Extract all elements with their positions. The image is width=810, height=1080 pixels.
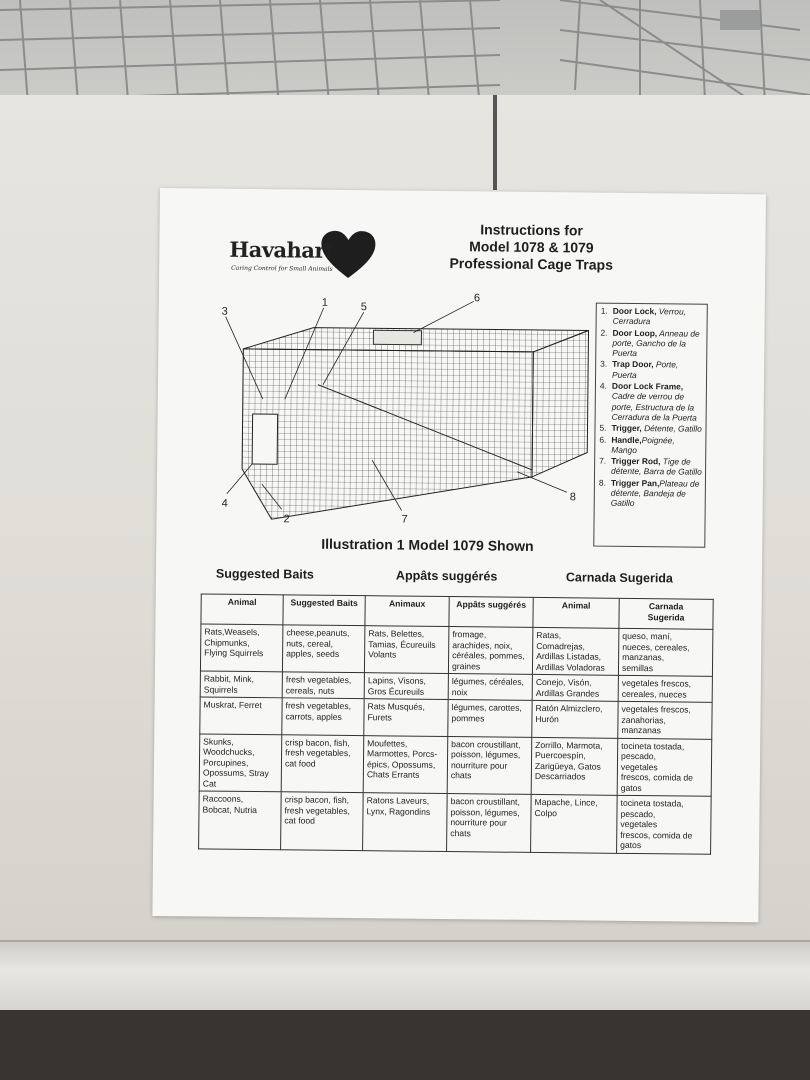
legend-term: Handle,	[611, 434, 642, 445]
floor	[0, 1010, 810, 1080]
illustration-caption: Illustration 1 Model 1079 Shown	[321, 535, 534, 554]
legend-item	[600, 359, 703, 381]
callout-5: 5	[360, 301, 367, 314]
legend-term: Trap Door,	[612, 359, 654, 370]
title-line-3: Professional Cage Traps	[449, 255, 614, 273]
callout-2: 2	[283, 513, 290, 526]
table-seam	[493, 95, 497, 190]
table-cell: Ratons Laveurs, Lynx, Ragondins	[363, 793, 448, 851]
legend-number: 8.	[598, 477, 606, 488]
legend-item	[599, 477, 702, 509]
legend-item	[601, 306, 704, 328]
column-header: Animal	[533, 597, 619, 628]
legend-translation: Détente, Gatillo	[641, 423, 702, 434]
table-cell: Lapins, Visons, Gros Écureuils	[364, 673, 448, 700]
column-header: Suggested Baits	[283, 595, 365, 626]
title-line-1: Instructions for	[480, 221, 583, 239]
legend-item	[600, 381, 703, 423]
legend-translation: Verrou, Cerradura	[612, 306, 687, 327]
table-cell: Rats Musqués, Furets	[364, 699, 448, 736]
table-cell: vegetales frescos, cereales, nueces	[618, 675, 712, 702]
bait-table	[198, 593, 714, 854]
table-cell: Raccoons, Bobcat, Nutria	[199, 791, 282, 849]
table-cell: queso, maní, nueces, cereales, manzanas, semillas	[618, 628, 712, 676]
column-header: Appâts suggérés	[449, 597, 533, 628]
table-cell: crisp bacon, fish, fresh vegetables, cat food	[281, 734, 364, 792]
table-cell: Skunks, Woodchucks, Porcupines, Opossums, Stray Cat	[199, 733, 282, 791]
legend-text	[611, 456, 702, 478]
legend-number: 1.	[600, 305, 608, 316]
table-cell: légumes, céréales, noix	[448, 674, 532, 701]
table-cell: Muskrat, Ferret	[200, 697, 282, 734]
table-cell: tocineta tostada, pescado, vegetales frescos, comida de gatos	[617, 795, 712, 853]
table-cell: Mapache, Lince, Colpo	[531, 794, 618, 852]
legend-number: 4.	[599, 380, 608, 391]
table-cell: tocineta tostada, pescado, vegetales frescos, comida de gatos	[617, 738, 712, 796]
legend-term: Door Lock,	[612, 305, 657, 317]
table-cell: vegetales frescos, zanahorias, manzanas	[618, 701, 712, 738]
legend-translation: Poignée, Mango	[611, 434, 675, 455]
table-row	[199, 791, 712, 854]
baits-heading-es: Carnada Sugerida	[565, 570, 673, 586]
havahart-logo	[229, 229, 390, 286]
callout-8: 8	[569, 491, 576, 504]
cage-trap-illustration	[211, 289, 593, 533]
legend-text	[612, 327, 703, 359]
legend-translation: Porte, Puerta	[612, 359, 679, 380]
legend-item	[599, 423, 702, 434]
table-cell: légumes, carottes, pommes	[448, 700, 532, 737]
table-cell: fresh vegetables, carrots, apples	[282, 698, 364, 735]
legend-number: 3.	[600, 359, 608, 370]
legend-text	[612, 359, 703, 381]
table-cell: crisp bacon, fish, fresh vegetables, cat food	[281, 792, 364, 850]
legend-term: Door Lock Frame,	[611, 380, 684, 392]
callout-6: 6	[473, 292, 481, 305]
legend-text	[612, 381, 703, 423]
legend-number: 6.	[599, 434, 607, 445]
table-row	[199, 733, 712, 796]
baits-heading-en: Suggested Baits	[215, 566, 314, 582]
table-cell: bacon croustillant, poisson, légumes, nourriture pour chats	[447, 794, 532, 852]
table-cell: Zorrillo, Marmota, Puercoespín, Zarigüeya, Gatos Descarriados	[531, 737, 618, 795]
column-header: Animaux	[365, 596, 449, 627]
logo-wordmark: Havahart	[229, 236, 335, 263]
logo-tagline: Caring Control for Small Animals	[231, 264, 333, 273]
table-cell: fromage, arachides, noix, céréales, pommes, graines	[448, 627, 532, 675]
legend-text	[613, 306, 704, 328]
legend-text	[611, 423, 701, 434]
legend-text	[611, 477, 702, 509]
table-cell: Moufettes, Marmottes, Porcs- épics, Opossums, Chats Errants	[363, 735, 448, 793]
column-header: Animal	[201, 594, 283, 625]
legend-number: 7.	[599, 455, 607, 466]
parts-legend	[593, 303, 708, 548]
table-cell: Rats, Belettes, Tamias, Écureuils Volants	[364, 626, 448, 674]
table-cell: bacon croustillant, poisson, légumes, nourriture pour chats	[447, 736, 532, 794]
legend-term: Door Loop,	[612, 327, 658, 338]
table-edge	[0, 940, 810, 1012]
page-title	[431, 221, 632, 274]
baits-headings	[216, 567, 716, 590]
column-header: Carnada Sugerida	[619, 598, 713, 629]
legend-term: Trigger Rod,	[611, 455, 661, 467]
legend-translation: Plateau de détente, Bandeja de Gatillo	[610, 477, 700, 509]
legend-number: 5.	[599, 422, 607, 433]
baits-heading-fr: Appâts suggérés	[395, 568, 498, 584]
table-cell: Rats,Weasels, Chipmunks, Flying Squirrels	[200, 624, 282, 672]
legend-text	[611, 434, 702, 456]
legend-number: 2.	[600, 327, 608, 338]
legend-translation: Cadre de verrou de porte, Estructura de la Cerradura de la Puerta	[611, 391, 697, 423]
callout-7: 7	[401, 513, 408, 526]
legend-item	[599, 456, 702, 478]
table-cell: Ratas, Comadrejas, Ardillas Listadas, Ardillas Voladoras	[532, 627, 618, 675]
table-row	[200, 697, 712, 739]
table-cell: Ratón Almizclero, Hurón	[532, 700, 618, 737]
table-cell: cheese,peanuts, nuts, cereal, apples, seeds	[282, 625, 364, 673]
callout-3: 3	[221, 305, 228, 318]
table-cell: Rabbit, Mink, Squirrels	[200, 671, 282, 698]
legend-item	[599, 434, 702, 456]
instruction-sheet	[152, 188, 766, 922]
legend-term: Trigger Pan,	[610, 477, 660, 488]
legend-translation: Anneau de porte, Gancho de la Puerta	[612, 327, 700, 359]
legend-term: Trigger,	[611, 423, 642, 434]
callout-4: 4	[221, 497, 228, 510]
title-line-2: Model 1078 & 1079	[469, 238, 594, 256]
table-row	[200, 624, 712, 676]
table-cell: fresh vegetables, cereals, nuts	[282, 672, 364, 699]
legend-item	[600, 327, 703, 359]
legend-translation: Tige de détente, Barra de Gatillo	[611, 456, 702, 478]
table-cell: Conejo, Visón, Ardillas Grandes	[532, 674, 618, 701]
callout-1: 1	[321, 296, 328, 309]
